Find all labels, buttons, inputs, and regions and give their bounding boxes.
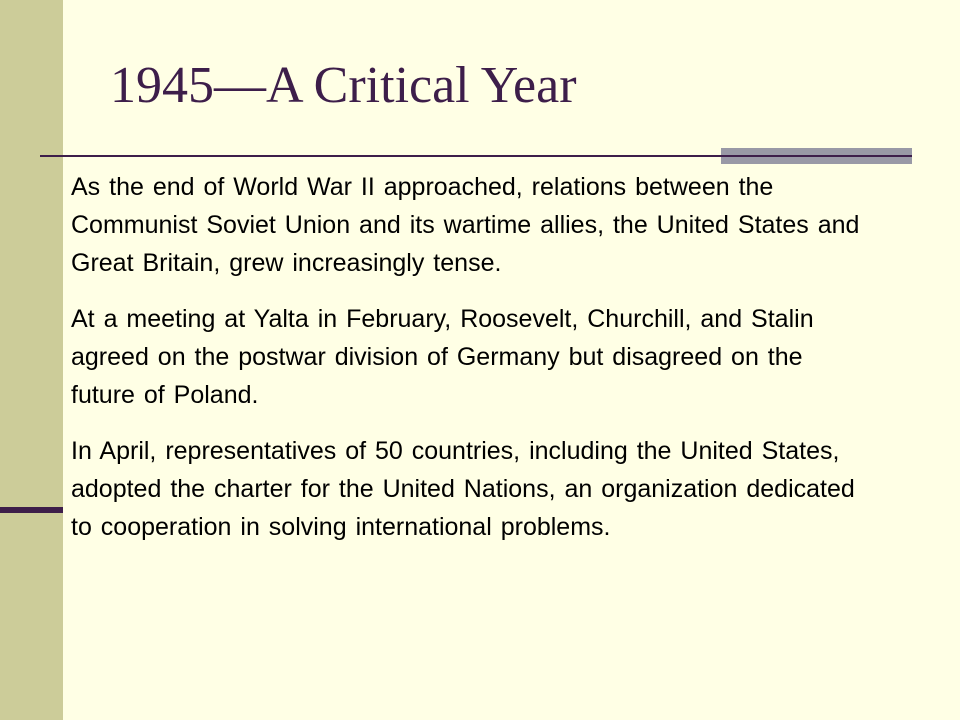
bullet-text: In April, representatives of 50 countries, including the United States, adopted the charter for the United Nations, an organization dedicated to cooperation in solving international problems.	[71, 437, 855, 541]
slide-title: 1945—A Critical Year	[110, 57, 577, 114]
bullet-list	[37, 168, 867, 564]
bullet-text: As the end of World War II approached, relations between the Communist Soviet Union and its wartime allies, the United States and Great Britain, grew increasingly tense.	[71, 173, 860, 277]
bullet-text: At a meeting at Yalta in February, Roosevelt, Churchill, and Stalin agreed on the postwar division of Germany but disagreed on the future of Poland.	[71, 305, 814, 409]
square-bullet-icon	[37, 180, 50, 193]
bullet-item	[37, 168, 867, 282]
bullet-item	[37, 300, 867, 414]
bullet-item	[37, 432, 867, 546]
square-bullet-icon	[37, 444, 50, 457]
square-bullet-icon	[37, 312, 50, 325]
title-divider-overlay-line	[721, 155, 912, 157]
